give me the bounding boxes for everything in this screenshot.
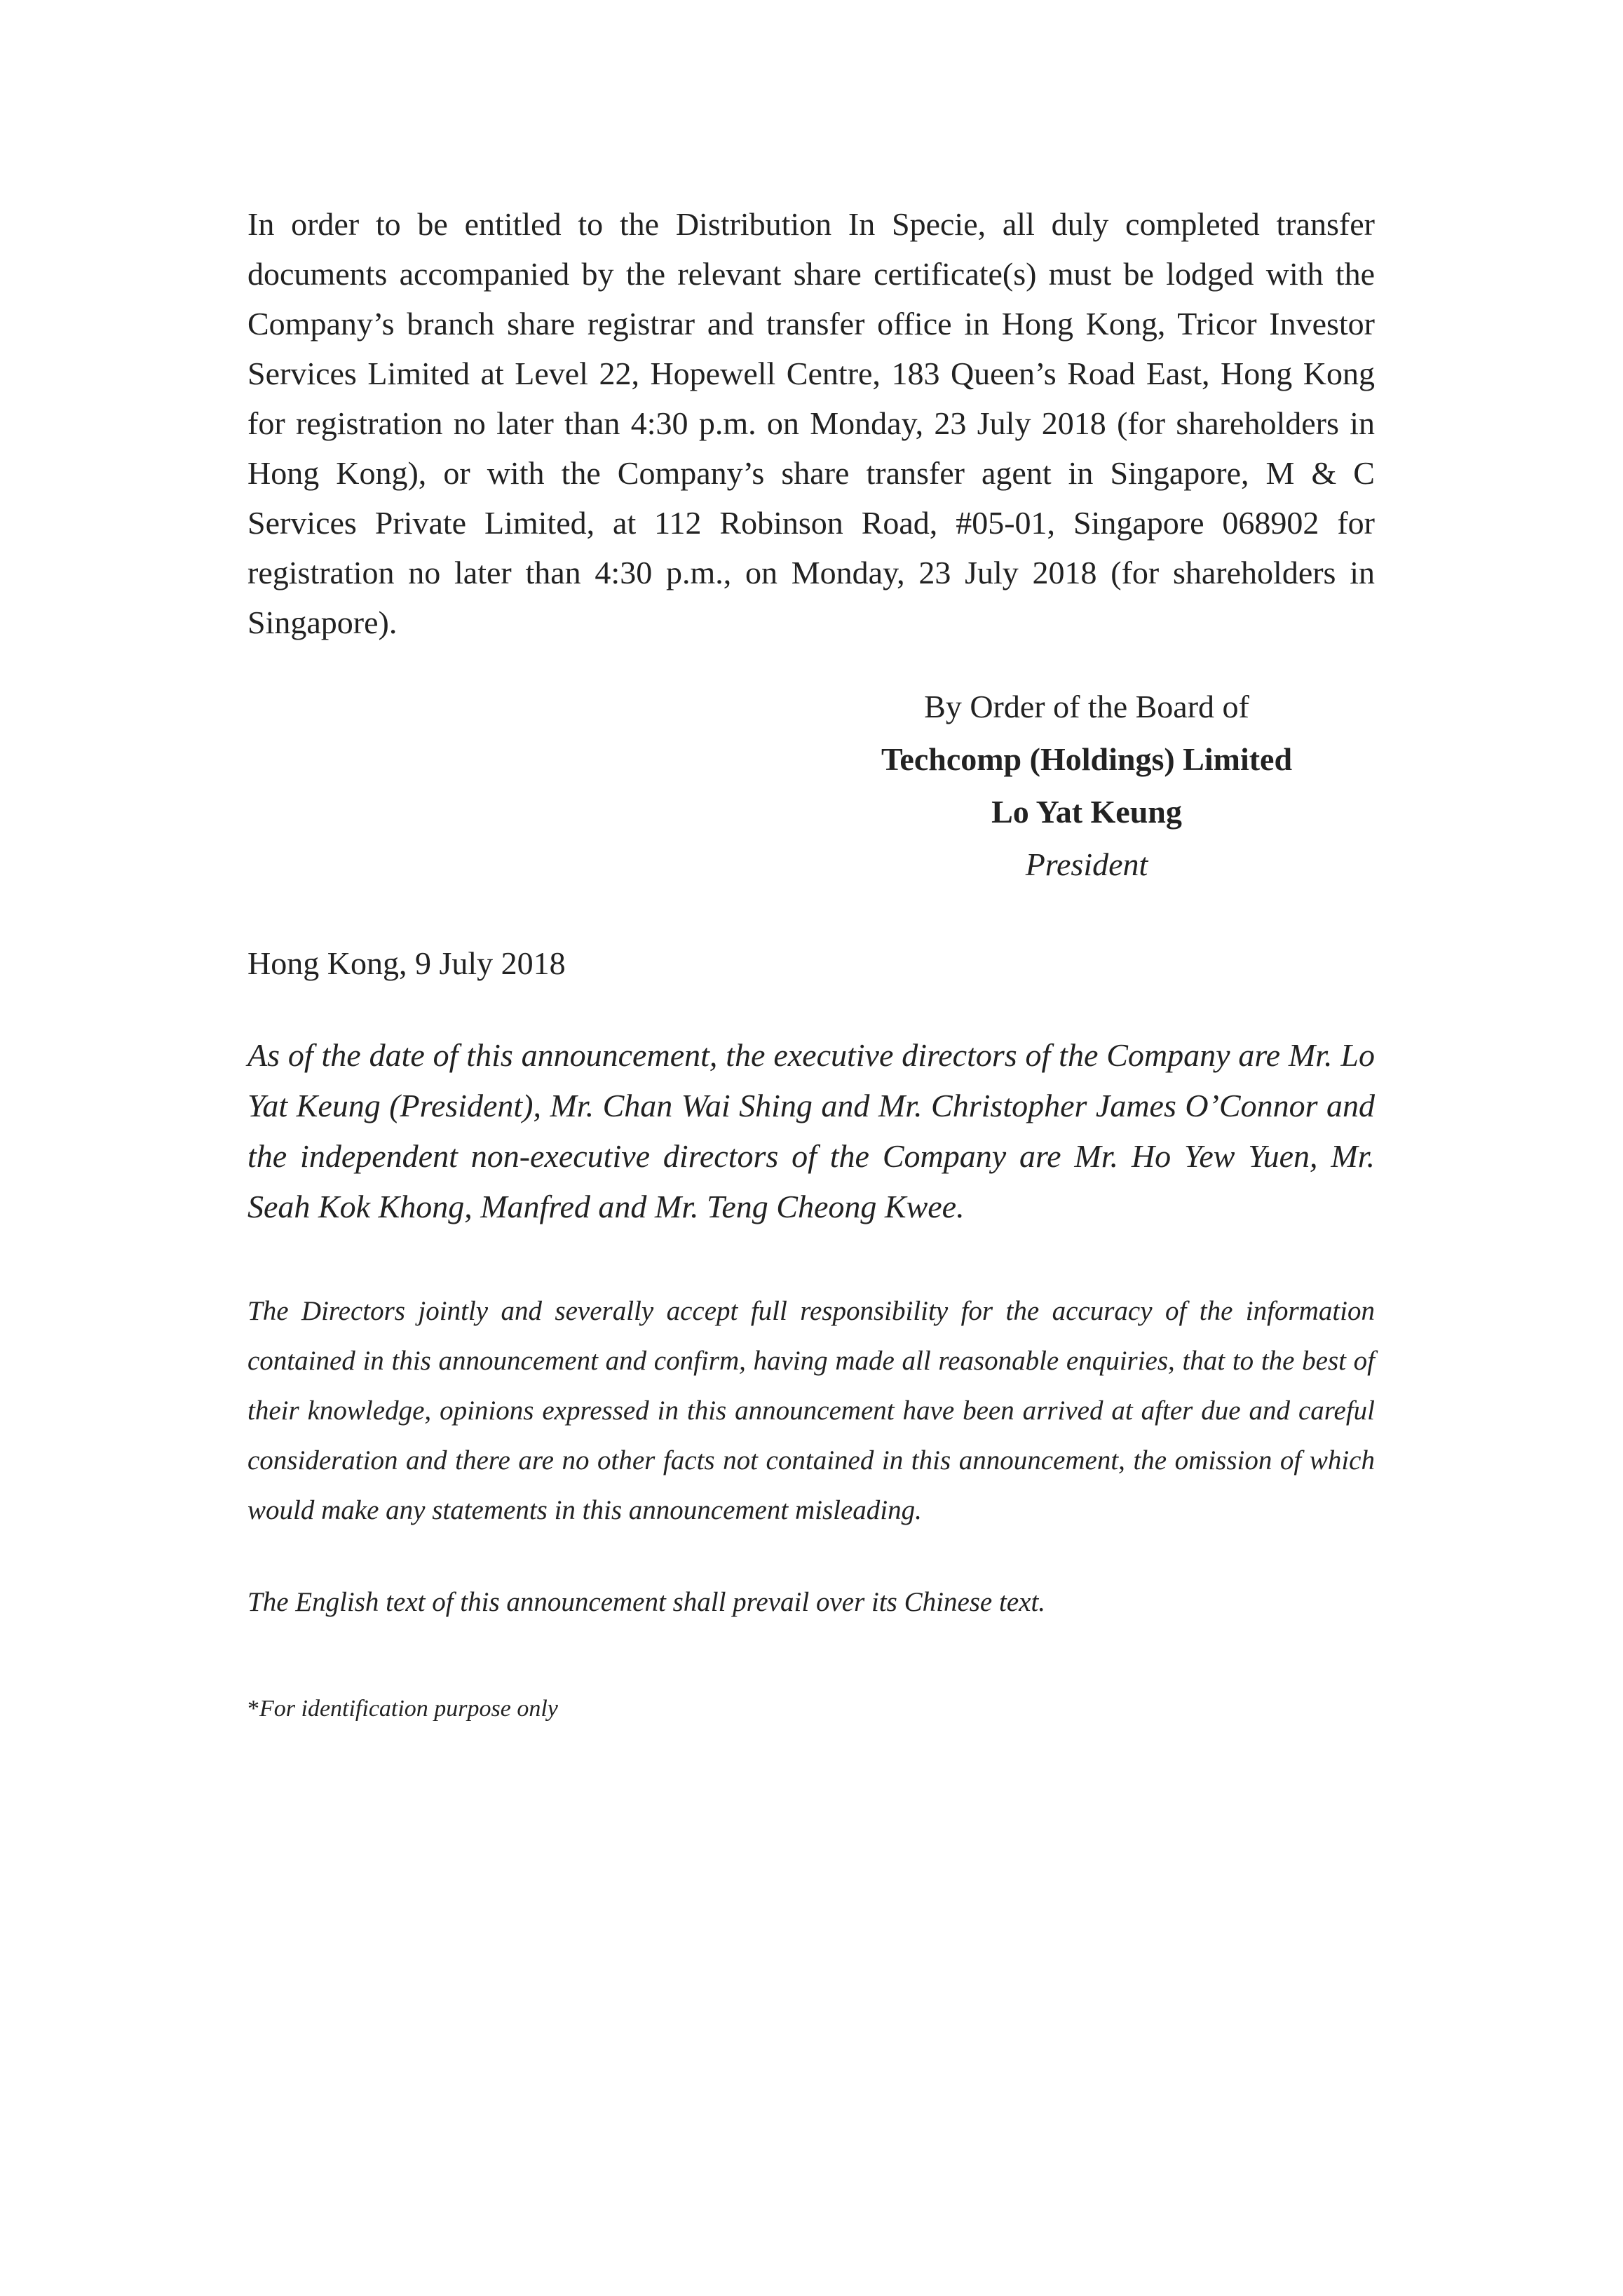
- directors-paragraph: As of the date of this announcement, the executive directors of the Company are Mr. Lo Yat Keung (President), Mr. Chan Wai Shing and Mr. Christopher James O’Connor and the independent non-executive directors of the Company are Mr. Ho Yew Yuen, Mr. Seah Kok Khong, Manfred and Mr. Teng Cheong Kwee.: [247, 1037, 1375, 1224]
- footnote: [247, 1691, 558, 1727]
- footnote-text: For identification purpose only: [259, 1696, 558, 1722]
- footnote-marker: *: [247, 1696, 259, 1722]
- entitlement-paragraph: In order to be entitled to the Distribution In Specie, all duly completed transfer documents accompanied by the relevant share certificate(s) must be lodged with the Company’s branch share registrar and transfer office in Hong Kong, Tricor Investor Services Limited at Level 22, Hopewell Centre, 183 Queen’s Road East, Hong Kong for registration no later than 4:30 p.m. on Monday, 23 July 2018 (for shareholders in Hong Kong), or with the Company’s share transfer agent in Singapore, M & C Services Private Limited, at 112 Robinson Road, #05-01, Singapore 068902 for registration no later than 4:30 p.m., on Monday, 23 July 2018 (for shareholders in Singapore).: [247, 206, 1375, 640]
- place-and-date: Hong Kong, 9 July 2018: [247, 945, 566, 981]
- language-prevail-statement: The English text of this announcement shall prevail over its Chinese text.: [247, 1587, 1046, 1617]
- signature-company-name: Techcomp (Holdings) Limited: [881, 741, 1293, 777]
- signature-block: [806, 680, 1367, 891]
- responsibility-statement: The Directors jointly and severally accept full responsibility for the accuracy of the information contained in this announcement and confirm, having made all reasonable enquiries, that to the best of their knowledge, opinions expressed in this announcement have been arrived at after due and careful consideration and there are no other facts not contained in this announcement, the omission of which would make any statements in this announcement misleading.: [247, 1296, 1375, 1525]
- signature-person-name: Lo Yat Keung: [991, 794, 1182, 830]
- signature-intro: By Order of the Board of: [924, 689, 1249, 724]
- signature-person-title: President: [1025, 846, 1148, 882]
